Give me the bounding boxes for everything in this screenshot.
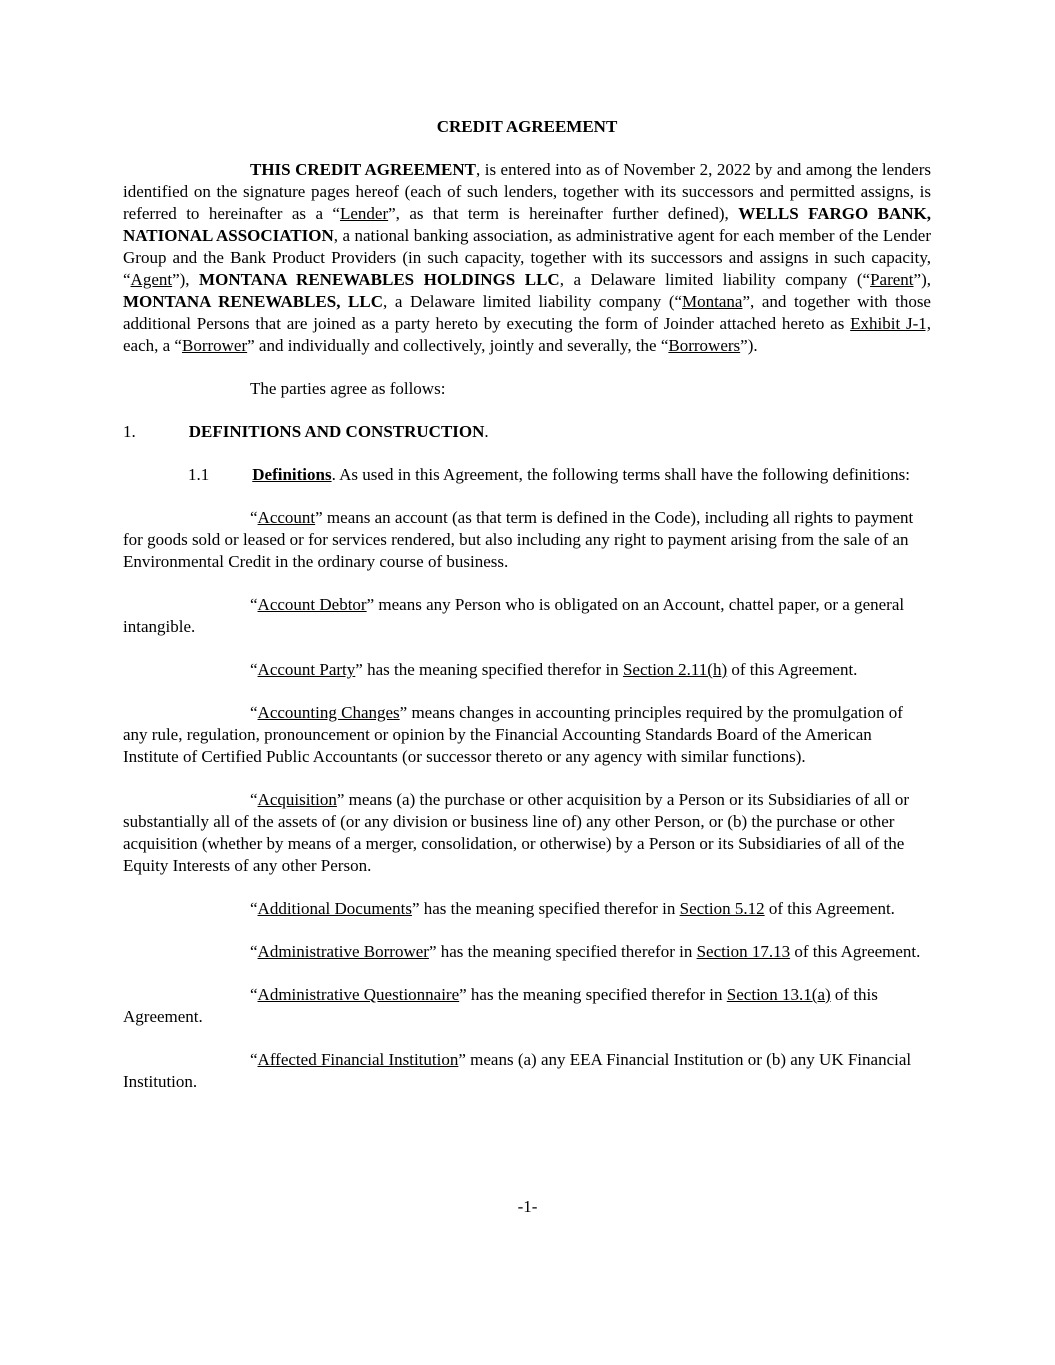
subsection-1-1-definitions <box>123 464 931 486</box>
underlined-text: Parent <box>870 270 914 289</box>
text-run: “ <box>250 660 258 679</box>
text-run: “ <box>250 508 258 527</box>
text-run: ” has the meaning specified therefor in <box>459 985 727 1004</box>
text-run: “ <box>250 942 258 961</box>
bold-text: WELLS FARGO BANK, NATIONAL ASSOCIATION <box>123 204 931 245</box>
text-run: ”), <box>913 270 931 289</box>
document-title: CREDIT AGREEMENT <box>436 117 618 136</box>
tab-spacer <box>209 479 252 480</box>
underlined-text: Borrowers <box>668 336 741 355</box>
definition-administrative-borrower <box>123 941 931 963</box>
underlined-text: Borrower <box>181 336 248 355</box>
definition-acquisition <box>123 789 931 877</box>
text-run: ” means any Person who is obligated on an Account, chattel paper, or a general intangible. <box>123 595 905 636</box>
bold-text: MONTANA RENEWABLES, LLC <box>123 292 383 311</box>
text-run: ” and individually and collectively, jointly and severally, the “ <box>247 336 669 355</box>
text-run: The parties agree as follows: <box>250 379 446 398</box>
text-run: “ <box>250 790 258 809</box>
text-run: . As used in this Agreement, the following terms shall have the following definitions: <box>331 465 910 484</box>
underlined-text: Agent <box>130 270 173 289</box>
underlined-text: Account Party <box>257 660 356 679</box>
text-run: “ <box>250 985 258 1004</box>
text-run: ” means changes in accounting principles required by the promulgation of any rule, regulation, pronouncement or opinion by the Financial Accounting Standards Board of the American Institute of Certified Public Accountants (or successor thereto or any agency with similar functions). <box>123 703 903 766</box>
text-run: 1. <box>123 422 136 441</box>
text-run: , a Delaware limited liability company (“ <box>383 292 683 311</box>
definition-account-party <box>123 659 931 681</box>
text-run: of this Agreement. <box>727 660 858 679</box>
bold-text: MONTANA RENEWABLES HOLDINGS LLC <box>199 270 560 289</box>
text-run: of this Agreement. <box>123 985 878 1026</box>
text-run: ” has the meaning specified therefor in <box>411 899 680 918</box>
underlined-text: Montana <box>682 292 743 311</box>
bold-text: THIS CREDIT AGREEMENT <box>250 160 476 179</box>
text-run: ”). <box>740 336 758 355</box>
definition-affected-financial-institution <box>123 1049 931 1093</box>
text-run: 1.1 <box>188 465 210 484</box>
text-run: ” means (a) the purchase or other acquisition by a Person or its Subsidiaries of all or substantially all of the assets of (or any division or business line of) any other Person, or (b) the purchase or other acquisition (whether by means of a merger, consolidation, or otherwise) by a Person or its Subsidiaries of all of the Equity Interests of any other Person. <box>123 790 910 875</box>
text-run: ” has the meaning specified therefor in <box>428 942 697 961</box>
text-run: , a national banking association, as administrative agent for each member of the Lender Group and the Bank Product Providers (in such capacity, together with its successors and assigns in such capacity, “ <box>123 226 931 289</box>
text-run: ”, as that term is hereinafter further defined), <box>388 204 739 223</box>
underlined-text: Additional Documents <box>257 899 412 918</box>
underlined-text: Account <box>257 508 316 527</box>
text-run: ” means an account (as that term is defined in the Code), including all rights to payment for goods sold or leased or for services rendered, but also including any right to payment arising from the sale of an Environmental Credit in the ordinary course of business. <box>123 508 914 571</box>
text-run: “ <box>250 595 258 614</box>
underlined-text: Account Debtor <box>257 595 367 614</box>
underlined-text: Administrative Borrower <box>257 942 429 961</box>
parties-agree-line <box>123 378 931 400</box>
page-number: -1- <box>517 1197 538 1216</box>
section-1-heading <box>123 421 931 443</box>
text-run: ” has the meaning specified therefor in <box>355 660 623 679</box>
text-run: “ <box>250 899 258 918</box>
underlined-text: Section 5.12 <box>679 899 765 918</box>
definition-additional-documents <box>123 898 931 920</box>
underlined-text: Section 13.1(a) <box>726 985 831 1004</box>
underlined-text: Affected Financial Institution <box>257 1050 459 1069</box>
bold-text: DEFINITIONS AND CONSTRUCTION <box>188 422 485 441</box>
document-body <box>123 159 931 1093</box>
text-run: of this Agreement. <box>764 899 895 918</box>
text-run: . <box>484 422 489 441</box>
text-run: , a Delaware limited liability company (“ <box>559 270 871 289</box>
underlined-text: Lender <box>339 204 389 223</box>
underlined-text: Definitions <box>252 465 332 484</box>
text-run: ” means (a) any EEA Financial Institution or (b) any UK Financial Institution. <box>123 1050 912 1091</box>
text-run: each, a “ <box>123 336 182 355</box>
underlined-text: Administrative Questionnaire <box>257 985 460 1004</box>
definition-accounting-changes <box>123 702 931 768</box>
underlined-text: Section 17.13 <box>696 942 791 961</box>
text-run: “ <box>250 703 258 722</box>
underlined-text: Acquisition <box>257 790 337 809</box>
text-run: of this Agreement. <box>790 942 921 961</box>
text-run: “ <box>250 1050 258 1069</box>
tab-spacer <box>136 436 189 437</box>
underlined-text: Exhibit J-1, <box>850 314 931 333</box>
definition-account-debtor <box>123 594 931 638</box>
definition-administrative-questionnaire <box>123 984 931 1028</box>
underlined-text: Accounting Changes <box>257 703 400 722</box>
text-run: ”), <box>172 270 200 289</box>
text-run: , is entered into as of November 2, 2022 by and among the lenders identified on the signature pages hereof (each of such lenders, together with its successors and permitted assigns, is referred to hereinafter as a “ <box>123 160 931 223</box>
underlined-text: Section 2.11(h) <box>622 660 728 679</box>
definition-account <box>123 507 931 573</box>
text-run: ”, and together with those additional Persons that are joined as a party hereto by executing the form of Joinder attached hereto as <box>123 292 931 333</box>
intro-paragraph <box>123 159 931 357</box>
